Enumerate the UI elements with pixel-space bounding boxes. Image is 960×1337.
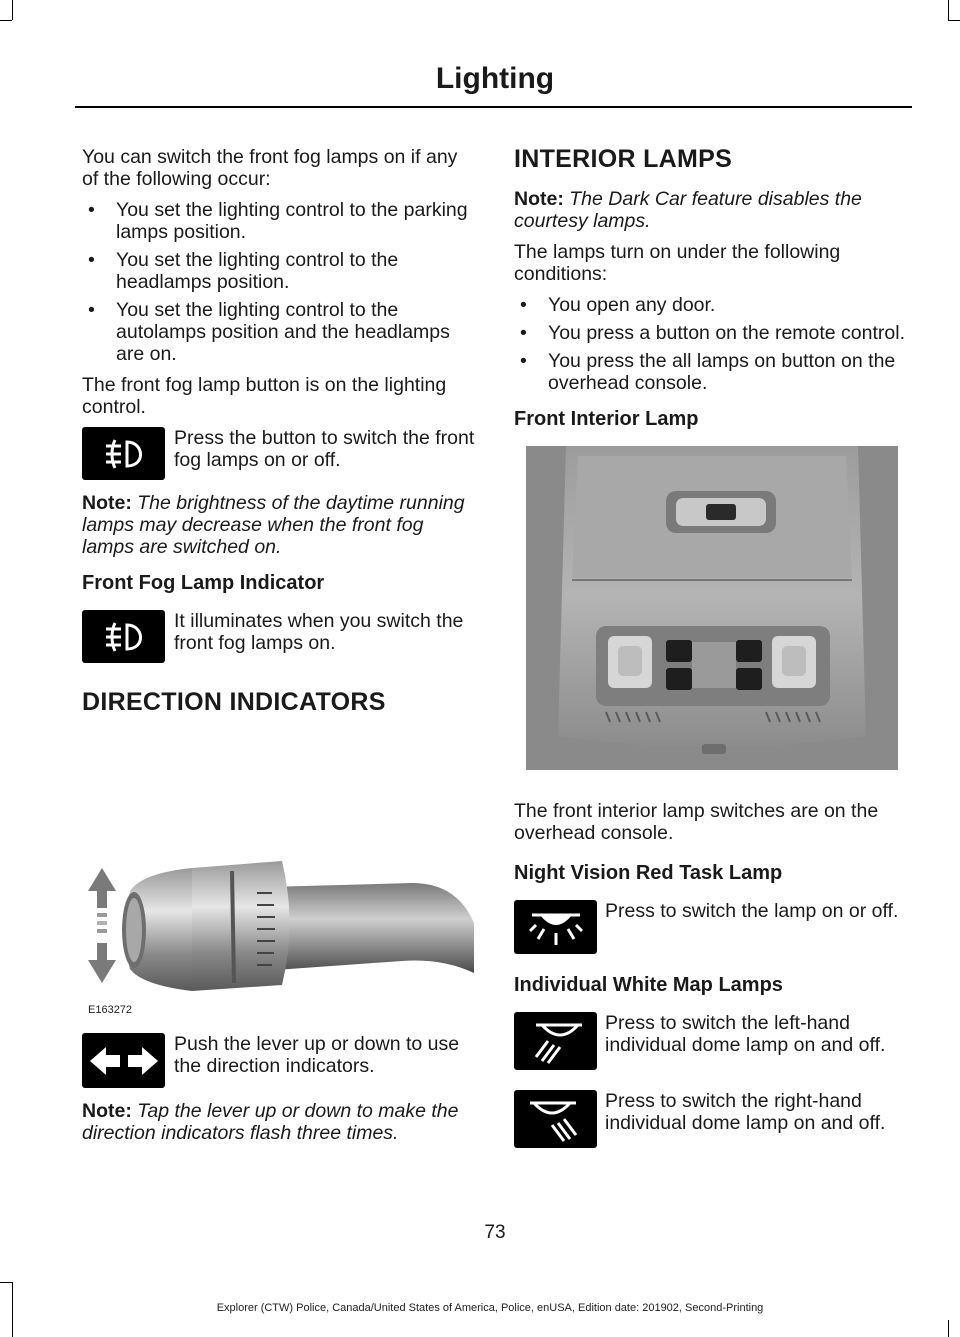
fog-button-location: The front fog lamp button is on the lighting control. <box>82 374 447 418</box>
direction-indicators-heading: DIRECTION INDICATORS <box>82 688 386 716</box>
list-item: • You set the lighting control to the headlamps position. <box>82 249 477 293</box>
map-right-row <box>514 1090 909 1148</box>
fog-indicator-text: It illuminates when you switch the front fog lamps on. <box>174 610 464 654</box>
crop-mark <box>948 0 949 20</box>
figure-code: E163272 <box>88 1004 133 1016</box>
crop-mark <box>0 20 12 21</box>
fog-button-text: Press the button to switch the front fog lamps on or off. <box>174 427 475 471</box>
fog-conditions-list <box>82 199 477 365</box>
note-text: Tap the lever up or down to make the direction indicators flash three times. <box>82 1100 459 1144</box>
overhead-console-illustration <box>526 446 898 770</box>
night-vision-text: Press to switch the lamp on or off. <box>605 900 899 922</box>
note-label: Note: <box>82 492 132 514</box>
note-text: The Dark Car feature disables the courtesy lamps. <box>514 188 862 232</box>
note-dark-car <box>514 188 909 232</box>
front-interior-lamp-heading: Front Interior Lamp <box>514 408 699 430</box>
note-text: The brightness of the daytime running lamps may decrease when the front fog lamps are switched on. <box>82 492 465 558</box>
direction-indicator-icon <box>82 1033 165 1088</box>
list-item: • You press the all lamps on button on the overhead console. <box>514 350 909 394</box>
conditions-intro: The lamps turn on under the following conditions: <box>514 241 841 285</box>
fog-button-row <box>82 427 477 480</box>
list-item: • You set the lighting control to the autolamps position and the headlamps are on. <box>82 299 477 365</box>
turn-signal-lever-figure <box>82 733 477 1023</box>
page-number: 73 <box>484 1222 506 1243</box>
interior-lamps-heading: INTERIOR LAMPS <box>514 145 733 173</box>
edition-footer: Explorer (CTW) Police, Canada/United States of America, Police, enUSA, Edition date: 201902, Second-Printing <box>216 1302 764 1314</box>
console-text: The front interior lamp switches are on the overhead console. <box>514 800 879 844</box>
crop-mark <box>0 1282 12 1283</box>
right-map-lamp-icon <box>514 1090 597 1148</box>
night-vision-row <box>514 900 909 954</box>
list-item: • You press a button on the remote control. <box>514 322 909 344</box>
front-fog-lamp-icon <box>82 427 165 480</box>
crop-mark <box>948 1320 949 1337</box>
note-direction <box>82 1100 477 1144</box>
page-title: Lighting <box>435 62 555 95</box>
fog-intro: You can switch the front fog lamps on if any of the following occur: <box>82 146 458 190</box>
map-right-text: Press to switch the right-hand individual dome lamp on and off. <box>605 1090 886 1134</box>
crop-mark <box>12 0 13 20</box>
night-vision-heading: Night Vision Red Task Lamp <box>514 862 783 884</box>
header-divider <box>75 106 912 108</box>
note-label: Note: <box>514 188 564 210</box>
direction-text: Push the lever up or down to use the direction indicators. <box>174 1033 460 1077</box>
interior-conditions-list <box>514 294 909 394</box>
list-item: • You open any door. <box>514 294 909 316</box>
left-column <box>82 146 477 1153</box>
right-column <box>514 146 909 1160</box>
front-fog-indicator-icon <box>82 610 165 663</box>
note-label: Note: <box>82 1100 132 1122</box>
crop-mark <box>948 20 960 21</box>
list-item: • You set the lighting control to the parking lamps position. <box>82 199 477 243</box>
left-map-lamp-icon <box>514 1012 597 1070</box>
turn-signal-lever-illustration <box>82 733 477 1023</box>
map-left-row <box>514 1012 909 1070</box>
note-daytime <box>82 492 477 558</box>
direction-row <box>82 1033 477 1088</box>
fog-indicator-row <box>82 610 477 663</box>
fog-indicator-heading: Front Fog Lamp Indicator <box>82 572 325 594</box>
map-left-text: Press to switch the left-hand individual dome lamp on and off. <box>605 1012 886 1056</box>
overhead-console-figure <box>514 446 909 786</box>
map-lamps-heading: Individual White Map Lamps <box>514 974 783 996</box>
night-vision-lamp-icon <box>514 900 597 954</box>
